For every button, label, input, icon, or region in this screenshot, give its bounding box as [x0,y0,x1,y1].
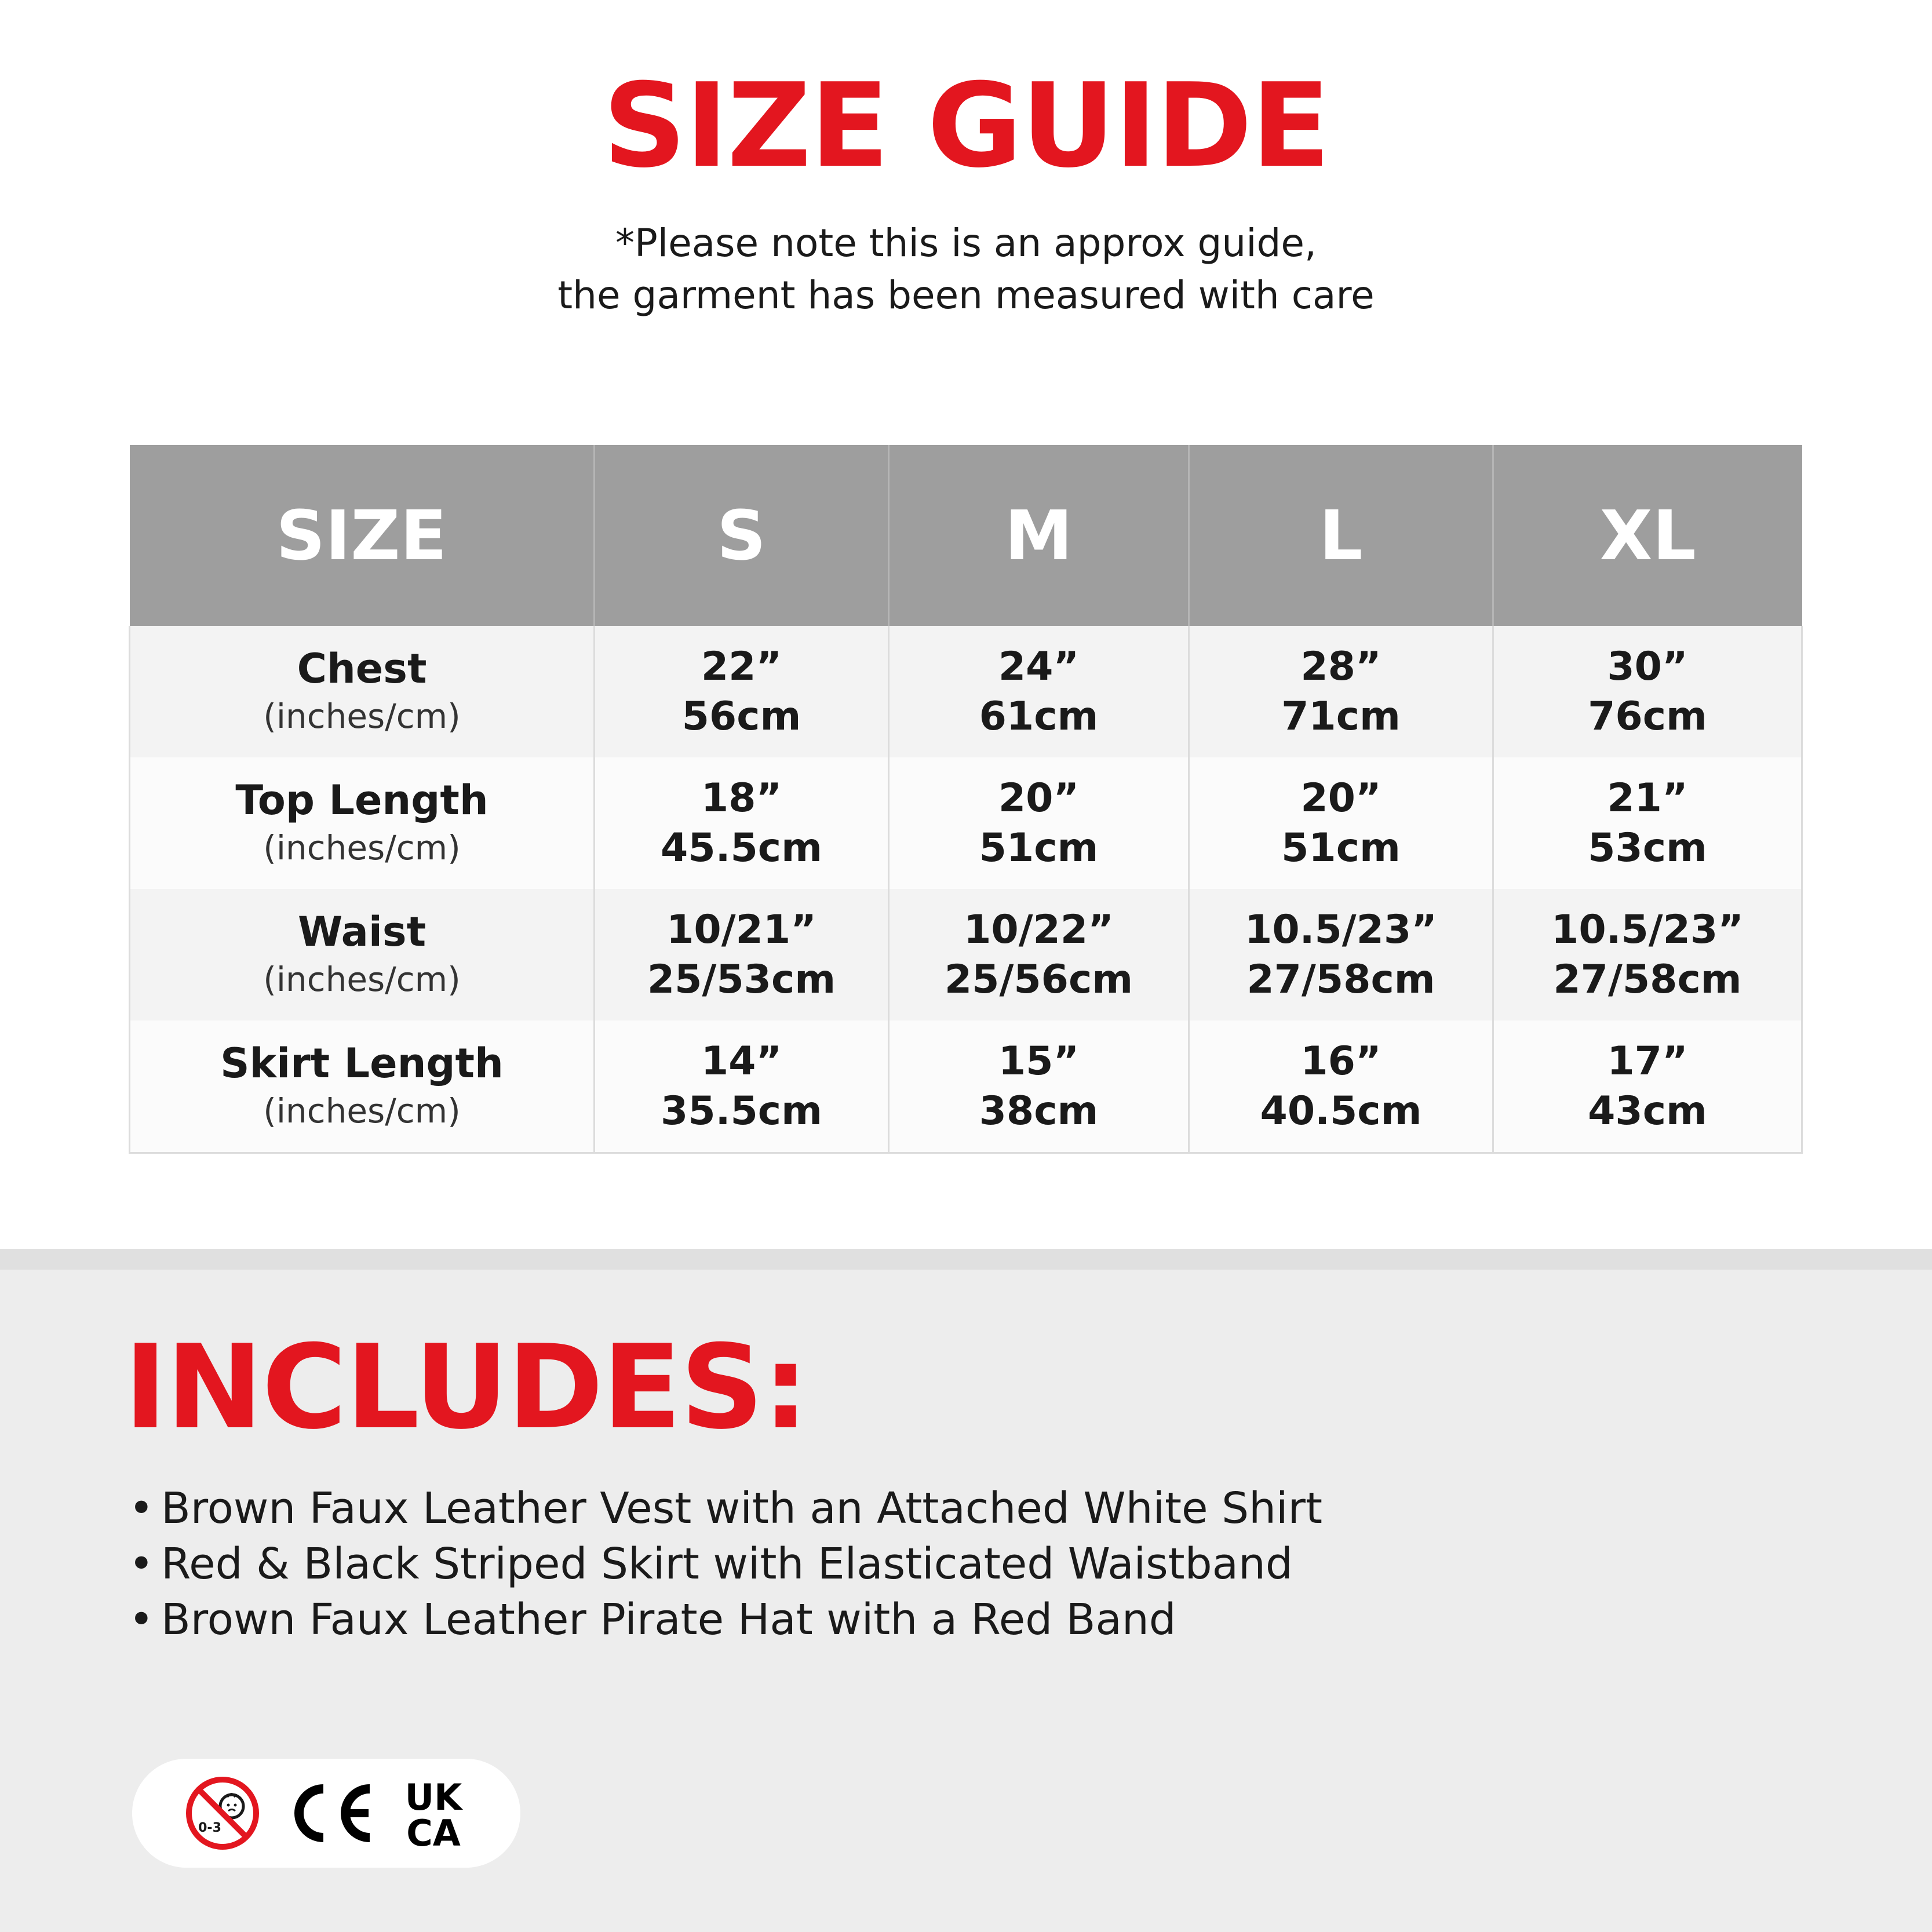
value-cm: 61cm [979,693,1099,739]
table-cell-top-length-xl [1493,757,1802,889]
column-header-l: L [1189,445,1493,626]
value-cm: 38cm [979,1088,1099,1134]
value-cm: 45.5cm [661,825,822,871]
includes-title: INCLUDES: [124,1320,808,1455]
disclaimer-note [0,217,1932,322]
table-cell-skirt-length-m [889,1020,1189,1153]
value-cm: 25/56cm [944,956,1133,1003]
value-inches: 20” [1300,775,1381,821]
measurement-unit: (inches/cm) [263,828,461,867]
value-cm: 43cm [1588,1088,1707,1134]
value-cm: 53cm [1588,825,1707,871]
value-inches: 20” [998,775,1080,821]
certification-badge [132,1759,520,1868]
list-item-text: Red & Black Striped Skirt with Elasticated Waistband [161,1539,1293,1589]
table-cell-chest-l [1189,626,1493,757]
measurement-name: Top Length [235,776,489,824]
table-cell-skirt-length-l [1189,1020,1493,1153]
table-row-skirt-length [130,1020,1802,1153]
value-inches: 10.5/23” [1245,906,1437,953]
table-cell-waist-xl [1493,889,1802,1020]
table-cell-top-length-l [1189,757,1493,889]
measurement-unit: (inches/cm) [263,1091,461,1131]
measurement-name: Chest [297,644,427,692]
value-inches: 24” [998,643,1080,690]
no-under-3-icon [184,1775,261,1851]
value-inches: 14” [701,1038,782,1084]
table-cell-top-length-s [595,757,889,889]
table-cell-waist-s [595,889,889,1020]
value-cm: 27/58cm [1553,956,1742,1003]
table-header-row [130,445,1802,626]
table-cell-chest-s [595,626,889,757]
ukca-line-2: CA [406,1812,461,1850]
bullet-icon: • [129,1483,154,1533]
measurement-label-cell [130,889,595,1020]
list-item-text: Brown Faux Leather Pirate Hat with a Red Band [161,1595,1176,1645]
value-inches: 22” [701,643,782,690]
list-item [129,1536,1322,1592]
value-inches: 30” [1607,643,1688,690]
value-inches: 21” [1607,775,1688,821]
value-inches: 16” [1300,1038,1381,1084]
value-inches: 10.5/23” [1551,906,1744,953]
value-inches: 18” [701,775,782,821]
measurement-unit: (inches/cm) [263,696,461,736]
table-row-chest [130,626,1802,757]
value-cm: 27/58cm [1246,956,1435,1003]
column-header-size: SIZE [130,445,595,626]
disclaimer-line-1: *Please note this is an approx guide, [615,221,1317,265]
column-header-s: S [595,445,889,626]
value-cm: 25/53cm [647,956,836,1003]
ukca-line-1: UK [404,1778,462,1818]
ce-mark-icon [287,1782,374,1844]
value-inches: 28” [1300,643,1381,690]
ukca-mark-icon [400,1778,467,1850]
table-cell-waist-l [1189,889,1493,1020]
measurement-unit: (inches/cm) [263,959,461,999]
value-cm: 56cm [681,693,801,739]
table-row-top-length [130,757,1802,889]
value-inches: 10/22” [964,906,1114,953]
column-header-m: M [889,445,1189,626]
table-row-waist [130,889,1802,1020]
includes-list [129,1481,1322,1647]
measurement-label-cell [130,626,595,757]
list-item [129,1481,1322,1536]
value-inches: 15” [998,1038,1080,1084]
list-item-text: Brown Faux Leather Vest with an Attached White Shirt [161,1483,1322,1533]
value-cm: 40.5cm [1260,1088,1422,1134]
measurement-label-cell [130,1020,595,1153]
page-title: SIZE GUIDE [603,59,1329,194]
value-cm: 76cm [1588,693,1707,739]
table-cell-skirt-length-s [595,1020,889,1153]
value-cm: 51cm [1281,825,1401,871]
table-cell-waist-m [889,889,1189,1020]
value-cm: 35.5cm [661,1088,822,1134]
table-cell-chest-xl [1493,626,1802,757]
table-cell-skirt-length-xl [1493,1020,1802,1153]
list-item [129,1592,1322,1647]
measurement-label-cell [130,757,595,889]
measurement-name: Skirt Length [220,1039,504,1087]
value-cm: 71cm [1281,693,1401,739]
value-inches: 17” [1607,1038,1688,1084]
value-cm: 51cm [979,825,1099,871]
disclaimer-line-2: the garment has been measured with care [557,273,1375,318]
table-cell-top-length-m [889,757,1189,889]
bullet-icon: • [129,1539,154,1589]
column-header-xl: XL [1493,445,1802,626]
bullet-icon: • [129,1595,154,1645]
measurement-name: Waist [297,907,427,956]
table-cell-chest-m [889,626,1189,757]
size-table [129,445,1803,1154]
age-warning-label: 0-3 [198,1821,221,1835]
value-inches: 10/21” [666,906,816,953]
